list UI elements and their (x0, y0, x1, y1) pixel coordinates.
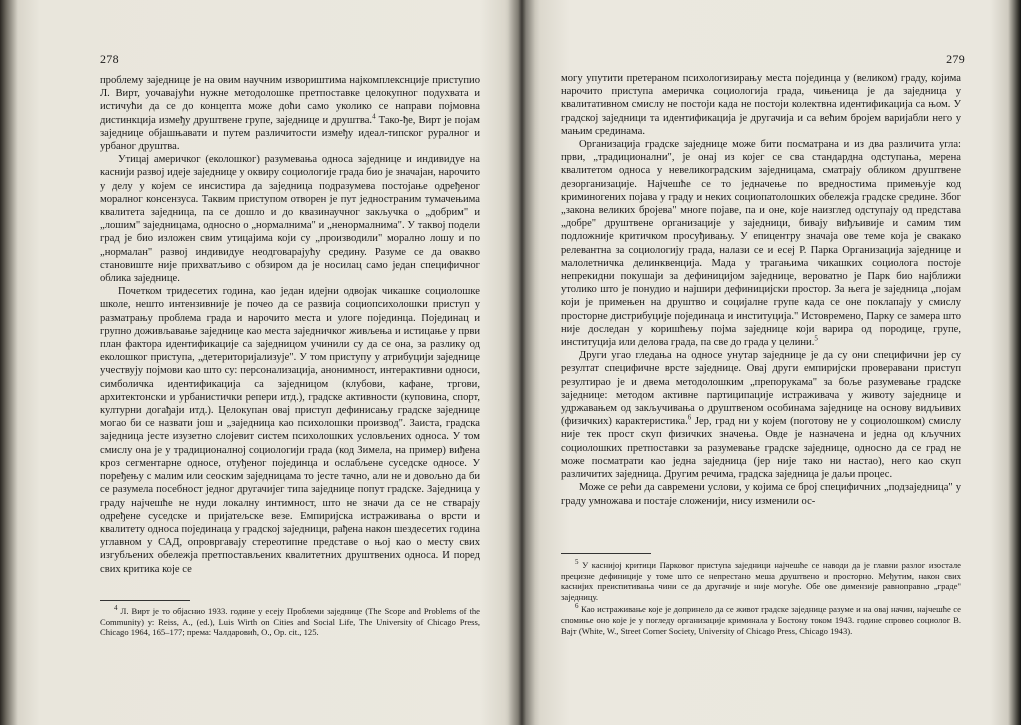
footnote-number: 6 (575, 602, 579, 611)
page-number-left: 278 (100, 52, 119, 66)
footnote-text: У каснијој критици Парковог приступа заједници најчешће се наводи да је главни разлог изостале прецизне дефиниције у томе што се непрестано меша друштвено и просторно. Међутим, након свих каснијих преиспитивања чини се да другачије и није могуће. Обе ове димензије равноправно „граде" заједницу. (561, 560, 961, 602)
page-number-right: 279 (946, 52, 965, 66)
right-page (521, 0, 1021, 725)
footnote-ref: 4 (372, 112, 376, 121)
footnote-ref: 6 (687, 413, 692, 422)
footnote-ref: 5 (814, 334, 818, 343)
right-body-text (561, 72, 961, 508)
footnote-divider (100, 600, 190, 601)
paragraph: Почетком тридесетих година, као један идејни одвојак чикашке социолошке школе, нешто интензивније је почео да се развија социопсихолошки приступ у разматрању проблема града и нарочито места и улоге појединца. Појединац и групно доживљавање заједнице као места заједничког живљења и истицање у први план фактора идентификације са заједницом учинили су да се она, за разлику од еколошког приступа, „детериторијализује". У том приступу у атрибуцији заједнице учествују појмови као што су: персонализација, анонимност, интерактивни односи, симболичка идентификација са заједницом (клубови, кафане, тргови, архитектонски и урбанистички репери итд.), градске активности (куповина, спорт, културни догађаји итд.). Целокупан овај приступ дефинисању градске заједнице могао би се назвати још и „заједница као психолошки производ". Заиста, градска заједница јесте изузетно слојевит систем психолошких условљених односа. У том смислу она је у традиционалној социологији града (код Зимела, на пример) виђена кроз сегментарне односе, отуђеног појединца и ослабљене суседске односе. У поређењу с малим или сеоским заједницама то јесте тачно, али не и довољно да би се разумела посебност једног другачијег типа заједнице попут градске. Заједница у граду најчешће не нуди локалну интимност, што не значи да се не стварају одређене суседске и пријатељске везе. Емпиријска истраживања о врсти и квалитету односа појединаца у градској заједници, рађена након шездесетих година углавном у САД, опровргавају стереотипне представе о њој као о месту свих изгубљених обележја претпостављених квалитетних друштвених односа. И поред свих критика које се (100, 286, 480, 575)
paragraph-text: Организација градске заједнице може бити посматрана и из два различита угла: први, „традиционални", је онај из којег се сва стандардна одступања, мерена квалитетом односа у невеликоградским заједницама, сматрају обликом друштвене дезорганизације. Најчешће се то једначење по вредностима примењује код криминогених појава у граду и неких социопатолошких обележја градске средине. Због „закона великих бројева" многе појаве, па и оне, које наизглед одступају од представа „добре" друштвене организације у заједници, бивају виђљивије и самим тим подложније критичком просуђивању. У епицентру значаја ове теме која је свакако релевантна за социологију града, налази се и есеј Р. Парка Организација заједнице и малолетничка делинквенција. Мада у трагањима чикашких социолога постоје непрекидни покушаји за дефиницијом заједнице, вероватно је Парк био најближи утолико што је понудио и најшири дефиницијски простор. За њега је заједница „појам који је примењен на друштво и социјалне групе када се оне поклапају у смислу просторне дистрибуције појединаца и институција." Истовремено, Парку се замера што није доследан у коришћењу појма заједнице који варира од породице, групе, институција или делова града, па све до града у целини. (561, 139, 961, 349)
paragraph (100, 74, 480, 153)
paragraph (561, 349, 961, 481)
right-footnotes (561, 560, 961, 638)
footnote-number: 5 (575, 558, 579, 567)
footnote-text: Као истраживање које је допринело да се живот градске заједнице разуме и на овај начин, најчешће се спомиње оно које је у погледу организације криминала у Бостону током 1943. године спровео социолог В. Вајт (White, W., Street Corner Society, University of Chicago Press, Chicago 1943). (561, 604, 961, 636)
left-footnotes (100, 606, 480, 640)
paragraph: Утицај америчког (еколошког) разумевања односа заједнице и индивидуе на каснији развој идеје заједнице у оквиру социологије града био је значајан, нарочито у делу у којем се инсистира да заједница подразумева постојање одређеног моралног консензуса. Таквим приступом отворен је пут једностраним тумачењима квалитета заједница, па се дошло и до квазинаучног закључка о „добрим" и „лошим" заједницама, односно о „нормалнима" и „ненормалнима". У таквој подели град је био изложен свим утицајима који су „производили" морално лошу и по „нормалан" развој индивидуе неодговарајућу средину. Разуме се да овакво становиште није прихватљиво с обзиром да је носилац само један специфичног облика заједнице. (100, 154, 480, 285)
footnote (100, 606, 480, 638)
paragraph-text: Тако-ђе, Вирт је појам заједнице објашњавати и путем различитости између идеал-типског руралног и урбаног друштва. (100, 114, 480, 153)
paragraph (561, 138, 961, 349)
left-body-text (100, 74, 480, 576)
footnote-number: 4 (114, 604, 118, 613)
footnote (561, 604, 961, 636)
paragraph: могу упутити претераном психологизирању места појединца у (великом) граду, којима нарочито приступа америчка социологија града, чињеница је да заједница у квалитативном смислу не постоји када не постоји колектвна идентификација са њом. У градској заједници та идентификација је другачија и са већим бројем варијабли него у мањим срединама. (561, 73, 961, 137)
footnote (561, 560, 961, 602)
paragraph-text: Јер, град ни у којем (поготову не у социолошком) смислу није тек прост скуп физичких значења. Овде је назначена и једна од кључних социолошких претпоставки за разумевање градске заједнице, односно да се град не може посматрати као једна заједница (јер није тако ни настао), него као скуп различитих заједница. Другим речима, градска заједница је даљи процес. (561, 416, 961, 481)
paragraph-text: Други угао гледања на односе унутар заједнице је да су они специфични јер су резултат специфичне врсте заједнице. Овај други емпиријски проверавани приступ резултирао је и двема методолошким „препорукама" за боље разумевање градске заједнице: методом активне партиципације истраживача у животу заједнице и удржавањем од закључивања о друштвеном особинама заједнице на основу видљивих (физичких) карактеристика. (561, 350, 961, 428)
footnote-text: Л. Вирт је то објаснио 1933. године у есеју Проблеми заједнице (The Scope and Problems of the Community) у: Reiss, A., (ed.), Luis Wirth on Cities and Social Life, The University of Chicago Press, Chicago 1964, 165–177; према: Чалдаровић, О., Op. cit., 125. (100, 606, 480, 638)
footnote-divider (561, 553, 651, 554)
paragraph-text: проблему заједнице је на овим научним извориштима најкомплекснције приступио Л. Вирт, уочавајући нужне методолошке претпоставке целокупног подухвата и истичући да се до концепта може доћи само уколико се направи појмовна дистинкција између друштвене групе, заједнице и друштва. (100, 75, 480, 126)
paragraph: Може се рећи да савремени услови, у којима се број специфичних „подзаједница" у граду умножава и постаје сложенији, нису изменили ос- (561, 482, 961, 507)
